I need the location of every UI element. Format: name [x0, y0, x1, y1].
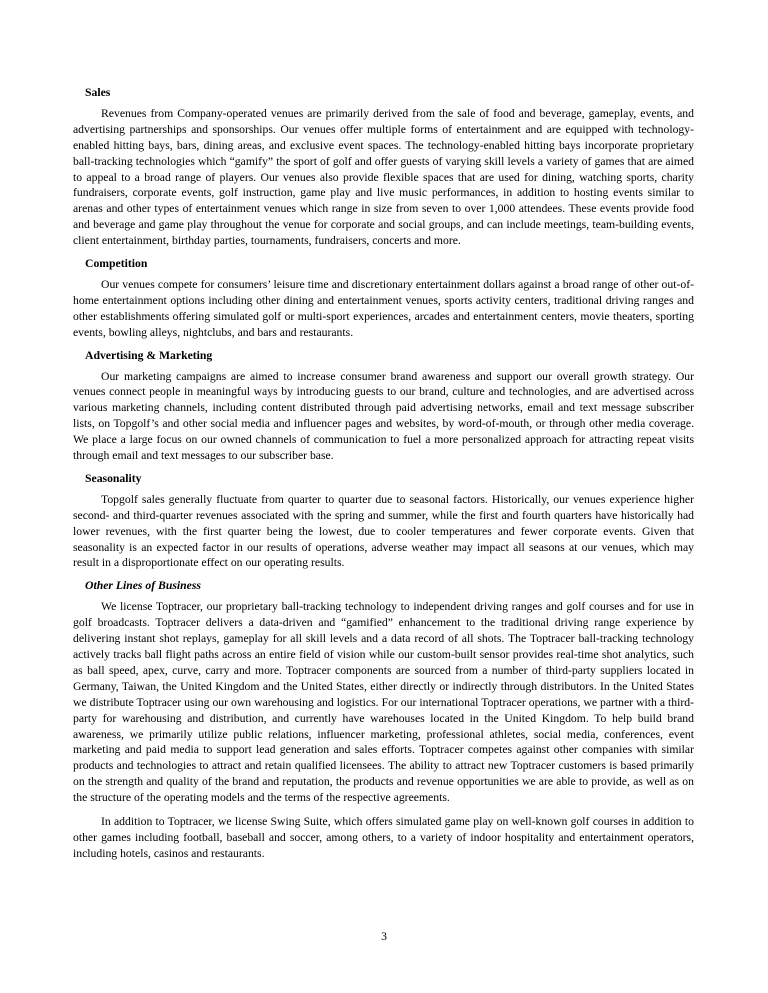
section-heading-sales: Sales: [85, 86, 111, 99]
section-other-lines: [73, 578, 694, 861]
section-seasonality: [73, 471, 694, 571]
section-heading-other-lines: Other Lines of Business: [85, 579, 201, 593]
section-competition: [73, 256, 694, 341]
paragraph-seasonality: Topgolf sales generally fluctuate from quarter to quarter due to seasonal factors. Historically, our venues experience higher second- and third-quarter revenues associated with the spring and summer, while the first and fourth quarters have historically had lower revenues, with the first quarter being the lowest, due to cooler temperatures and fewer corporate events. Given that seasonality is an expected factor in our results of operations, adverse weather may impact all seasons at our venues, which may result in a disproportionate effect on our operating results.: [73, 492, 694, 570]
document-page: [73, 85, 694, 869]
paragraph-sales: Revenues from Company-operated venues are primarily derived from the sale of food and beverage, gameplay, events, and advertising partnerships and sponsorships. Our venues offer multiple forms of entertainment and are equipped with technology-enabled hitting bays, bars, dining areas, and exclusive event spaces. The technology-enabled hitting bays incorporate proprietary ball-tracking technologies which “gamify” the sport of golf and offer guests of varying skill levels a variety of games that are aimed to appeal to a broad range of players. Our venues also provide flexible spaces that are used for dining, watching sports, charity fundraisers, corporate events, golf instruction, game play and live music performances, in addition to hosting events similar to arenas and other types of entertainment venues which range in size from seven to over 1,000 attendees. These events provide food and beverage and game play throughout the venue for corporate and social groups, and can include meetings, team-building events, client entertainment, birthday parties, tournaments, fundraisers, concerts and more.: [73, 106, 694, 248]
section-heading-competition: Competition: [85, 257, 148, 271]
page-number: 3: [381, 930, 387, 943]
paragraph-competition: Our venues compete for consumers’ leisure time and discretionary entertainment dollars against a broad range of other out-of-home entertainment options including other dining and entertainment venues, sports activity centers, traditional driving ranges and other establishments offering simulated golf or multi-sport experiences, arcades and entertainment centers, movie theaters, sporting events, bowling alleys, nightclubs, and bars and restaurants.: [73, 277, 694, 339]
paragraph-swing-suite: In addition to Toptracer, we license Swing Suite, which offers simulated game play on well-known golf courses in addition to other games including football, baseball and soccer, among others, to a variety of indoor hospitality and entertainment operators, including hotels, casinos and restaurants.: [73, 815, 694, 860]
section-advertising: [73, 348, 694, 464]
section-heading-seasonality: Seasonality: [85, 471, 142, 485]
paragraph-toptracer: We license Toptracer, our proprietary ball-tracking technology to independent driving ranges and golf courses and for use in golf broadcasts. Toptracer delivers a data-driven and “gamified” enhancement to the traditional driving range experience by delivering instant shot replays, gameplay for all skill levels and a data record of all shots. The Toptracer ball-tracking technology actively tracks ball flight paths across an entire field of vision while our custom-built sensor provides real-time shot analytics, such as ball speed, apex, curve, carry and more. Toptracer components are sourced from a number of third-party suppliers located in Germany, Taiwan, the United Kingdom and the United States, either directly or indirectly through distributors. In the United States we distribute Toptracer using our own warehousing and logistics. For our international Toptracer operations, we partner with a third-party for warehousing and distribution, and currently have warehouses located in the United Kingdom. To help build brand awareness, we primarily utilize public relations, influencer marketing, professional athletes, social media, conferences, event marketing and paid media to support lead generation and sales efforts. Toptracer competes against other companies with similar products and technologies to attract and retain qualified licensees. The ability to attract new Toptracer customers is based primarily on the strength and quality of the brand and reputation, the products and revenue opportunities we are able to provide, as well as on the structure of the operating models and the terms of the respective agreements.: [73, 600, 694, 805]
paragraph-advertising: Our marketing campaigns are aimed to increase consumer brand awareness and support our overall growth strategy. Our venues connect people in meaningful ways by introducing guests to our brand, culture and technologies, and are advertised across various marketing channels, including content distributed through paid advertising networks, email and text message subscriber lists, on Topgolf’s and other social media and influencer pages and websites, by word-of-mouth, or through other media coverage. We place a large focus on our owned channels of communication to fuel a more personalized approach for attracting repeat visits through email and text messages to our subscriber base.: [73, 369, 694, 463]
section-sales: [73, 85, 694, 249]
section-heading-advertising: Advertising & Marketing: [85, 348, 213, 362]
